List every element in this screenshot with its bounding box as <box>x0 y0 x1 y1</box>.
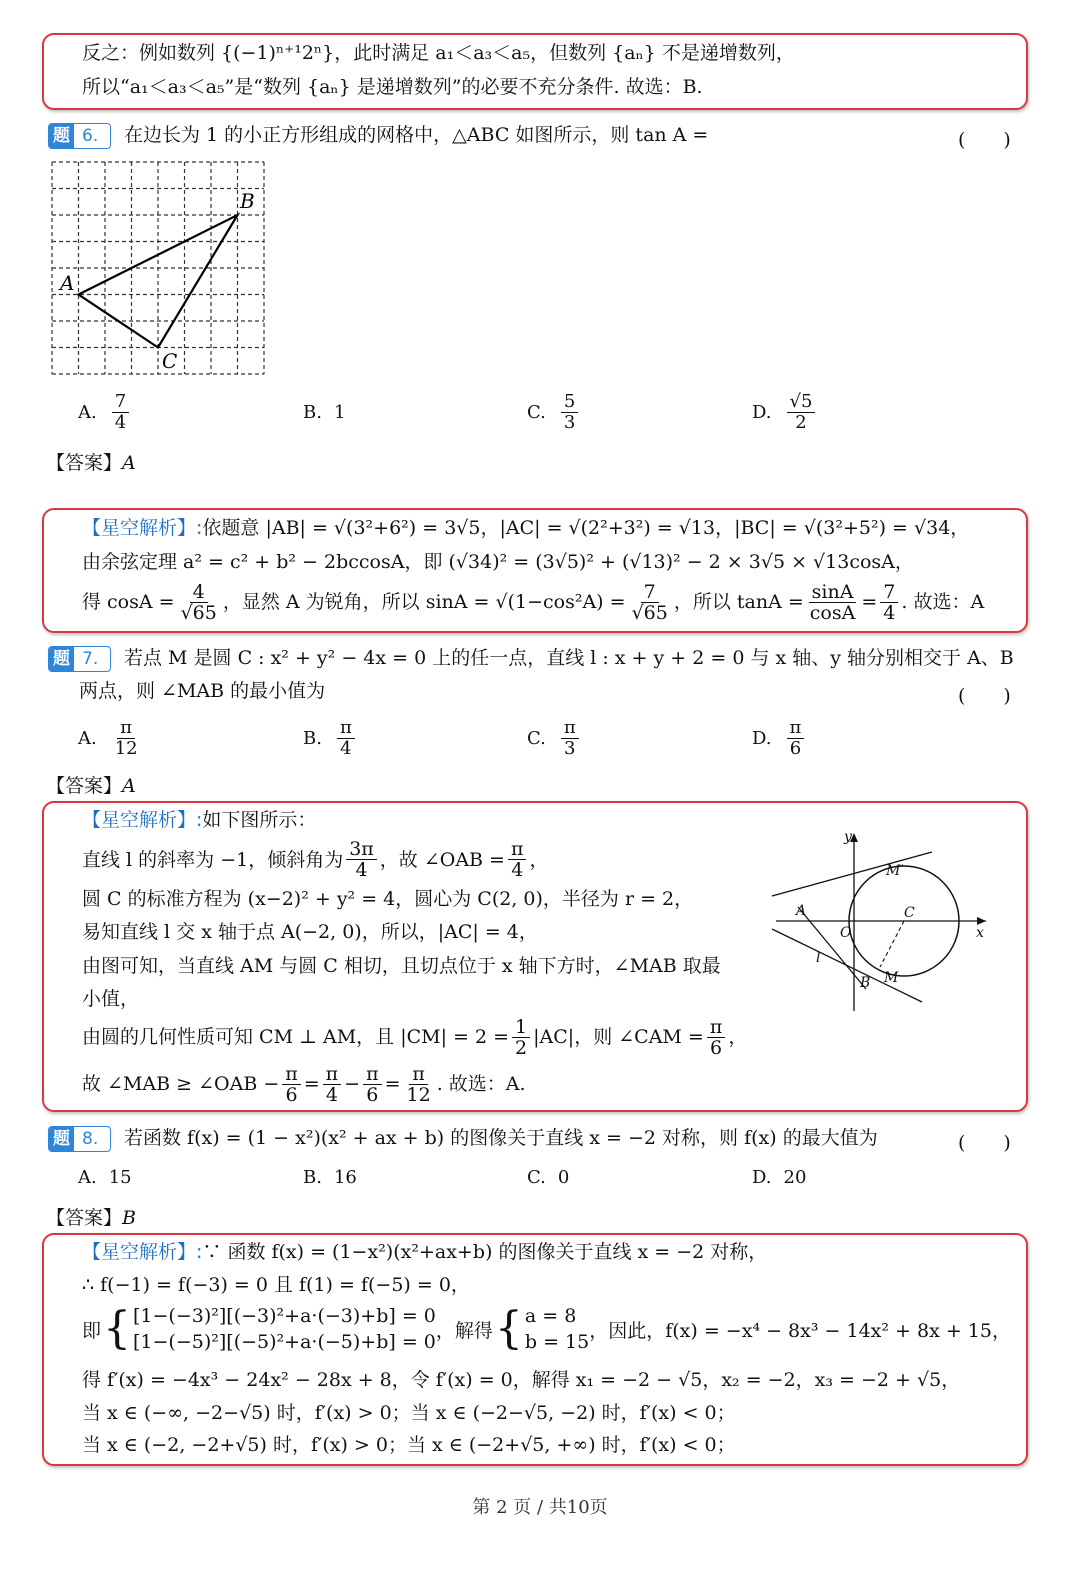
question-badge-label: 题 <box>49 124 74 148</box>
circle-tangent-figure <box>770 829 1010 1019</box>
question-badge-6 <box>48 123 111 149</box>
answer-label: 【答案】 <box>46 452 123 474</box>
option-value: 0 <box>557 1167 570 1188</box>
answer-label: 【答案】 <box>46 1207 123 1229</box>
option-value-fraction: $\frac{√5}{2}$ <box>787 392 816 433</box>
analysis-text: ∵ 函数 f(x) = (1−x²)(x²+ax+b) 的图像关于直线 x = −2 对称， <box>202 1241 768 1263</box>
answer-value: A <box>122 775 136 797</box>
option-value: 15 <box>108 1167 132 1188</box>
option-label: C. <box>527 1167 546 1188</box>
option-b[interactable] <box>303 718 358 759</box>
point-label-c: C <box>904 905 915 921</box>
option-c[interactable] <box>527 392 581 433</box>
question-8-text: 若函数 f(x) = (1 − x²)(x² + ax + b) 的图像关于直线 x = −2 对称，则 f(x) 的最大值为 <box>124 1127 878 1149</box>
option-a[interactable] <box>78 718 144 759</box>
option-c[interactable] <box>527 1167 569 1188</box>
option-value-fraction: $\frac{7}{4}$ <box>112 392 129 433</box>
axis-label-x: x <box>976 925 984 941</box>
point-label-a: A <box>796 903 807 919</box>
option-label: A. <box>78 728 97 749</box>
option-value-fraction: $\frac{5}{3}$ <box>561 392 578 433</box>
question-7-text: 两点，则 ∠MAB 的最小值为 <box>79 680 326 702</box>
vertex-label-b: B <box>240 189 255 213</box>
answer-value: A <box>122 452 136 474</box>
option-label: A. <box>78 1167 97 1188</box>
vertex-label-a: A <box>60 271 75 295</box>
question-number: 6. <box>82 126 99 146</box>
question-badge-label: 题 <box>49 647 74 671</box>
analysis-box-q8 <box>42 1233 1028 1466</box>
analysis-line: ∴ f(−1) = f(−3) = 0 且 f(1) = f(−5) = 0， <box>82 1274 470 1296</box>
analysis-line <box>82 805 316 835</box>
question-badge-7 <box>48 646 111 672</box>
answer-paren: ( ) <box>958 1132 1011 1154</box>
option-d[interactable] <box>752 718 807 759</box>
option-label: B. <box>303 402 322 423</box>
analysis-line: 由余弦定理 a² = c² + b² − 2bccosA，即 (√34)² = (3√5)² + (√13)² − 2 × 3√5 × √13cosA， <box>82 551 914 573</box>
analysis-tag: 【星空解析】: <box>82 1241 203 1263</box>
analysis-tag: 【星空解析】: <box>82 517 203 539</box>
page-footer: 第 2 页 / 共10页 <box>472 1497 608 1518</box>
answer-line <box>46 1203 136 1230</box>
option-label: B. <box>303 1167 322 1188</box>
analysis-line: 小值， <box>82 988 140 1010</box>
option-value-fraction: $\frac{\pi}{3}$ <box>561 718 579 759</box>
answer-label: 【答案】 <box>46 775 123 797</box>
option-label: B. <box>303 728 322 749</box>
option-d[interactable] <box>752 392 818 433</box>
analysis-line: 得 f′(x) = −4x³ − 24x² − 28x + 8，令 f′(x) = 0，解得 x₁ = −2 − √5，x₂ = −2，x₃ = −2 + √5， <box>82 1369 961 1391</box>
question-number: 7. <box>82 649 99 669</box>
analysis-line: 由图可知，当直线 AM 与圆 C 相切，且切点位于 x 轴下方时，∠MAB 取最 <box>82 955 721 977</box>
answer-paren: ( ) <box>958 129 1011 151</box>
point-label-m: M <box>884 970 899 986</box>
analysis-line <box>82 1237 767 1267</box>
analysis-text: 如下图所示： <box>202 809 317 831</box>
analysis-line: 由圆的几何性质可知 CM ⊥ AM，且 |CM| = 2 = $\frac{1}{2}$ |AC|，则 ∠CAM = $\frac{\pi}{6}$ ， <box>82 1015 748 1059</box>
option-value-fraction: $\frac{\pi}{4}$ <box>337 718 355 759</box>
question-7-text: 若点 M 是圆 C : x² + y² − 4x = 0 上的任一点，直线 l : x + y + 2 = 0 与 x 轴、y 轴分别相交于 A、B <box>124 647 1014 669</box>
grid-triangle-figure <box>50 160 266 376</box>
option-value: 1 <box>333 402 346 423</box>
answer-line <box>46 448 136 475</box>
analysis-text: 依题意 |AB| = √(3²+6²) = 3√5，|AC| = √(2²+3²) = √13，|BC| = √(3²+5²) = √34， <box>202 517 970 539</box>
analysis-line: 易知直线 l 交 x 轴于点 A(−2, 0)，所以，|AC| = 4， <box>82 921 538 943</box>
origin-label: O <box>840 925 852 941</box>
analysis-box-q6 <box>42 508 1028 633</box>
question-number: 8. <box>82 1129 99 1149</box>
line-label-l: l <box>816 950 821 966</box>
answer-value: B <box>122 1207 136 1229</box>
option-label: A. <box>78 402 97 423</box>
analysis-line: 反之：例如数列 {(−1)ⁿ⁺¹2ⁿ}，此时满足 a₁＜a₃＜a₅，但数列 {aₙ} 不是递增数列， <box>82 42 795 64</box>
vertex-label-c: C <box>162 349 178 373</box>
option-c[interactable] <box>527 718 582 759</box>
option-label: C. <box>527 402 546 423</box>
option-label: D. <box>752 402 772 423</box>
analysis-line: 得 cosA = $\frac{4}{√65}$ ，显然 A 为锐角，所以 sinA = √(1−cos²A) = $\frac{7}{√65}$ ，所以 tanA = $\frac{\sin A}{\cos A}$ = $\frac{7}{4}$ . 故选：A <box>82 580 985 624</box>
analysis-line: 直线 l 的斜率为 −1，倾斜角为 $\frac{3\pi}{4}$ ，故 ∠OAB = $\frac{\pi}{4}$ ， <box>82 838 549 881</box>
option-a[interactable] <box>78 392 132 433</box>
analysis-line: 当 x ∈ (−∞, −2−√5) 时，f′(x) > 0；当 x ∈ (−2−√5, −2) 时，f′(x) < 0； <box>82 1402 736 1424</box>
analysis-line: 当 x ∈ (−2, −2+√5) 时，f′(x) > 0；当 x ∈ (−2+√5, +∞) 时，f′(x) < 0； <box>82 1434 736 1456</box>
question-badge-label: 题 <box>49 1127 74 1151</box>
question-6-text: 在边长为 1 的小正方形组成的网格中，△ABC 如图所示，则 tan A = <box>124 124 709 146</box>
option-label: C. <box>527 728 546 749</box>
answer-line <box>46 771 136 798</box>
option-value-fraction: $\frac{\pi}{12}$ <box>114 717 138 759</box>
option-value: 20 <box>783 1167 807 1188</box>
analysis-box-q7 <box>42 801 1028 1112</box>
option-label: D. <box>752 1167 772 1188</box>
analysis-line <box>82 513 969 543</box>
option-value: 16 <box>333 1167 357 1188</box>
answer-paren: ( ) <box>958 685 1011 707</box>
axis-label-y: y <box>844 829 852 845</box>
option-label: D. <box>752 728 772 749</box>
analysis-line: 圆 C 的标准方程为 (x−2)² + y² = 4，圆心为 C(2, 0)，半径为 r = 2， <box>82 888 694 910</box>
analysis-line: 所以“a₁＜a₃＜a₅”是“数列 {aₙ} 是递增数列”的必要不充分条件. 故选：B. <box>82 76 703 98</box>
option-a[interactable] <box>78 1167 132 1188</box>
analysis-box-q5-continued <box>42 33 1028 110</box>
option-d[interactable] <box>752 1167 806 1188</box>
option-value-fraction: $\frac{\pi}{6}$ <box>787 718 805 759</box>
option-b[interactable] <box>303 1167 357 1188</box>
question-badge-8 <box>48 1126 111 1152</box>
point-label-m-prime: M′ <box>886 863 904 879</box>
point-label-b: B <box>860 975 871 991</box>
analysis-line: 即 { [1−(−3)²][(−3)²+a·(−3)+b] = 0 [1−(−5)²][(−5)²+a·(−5)+b] = 0 ，解得 { a = 8 b = 15 ，因此，f(x) = −x⁴ − 8x³ − 14x² + 8x + 15， <box>82 1303 1011 1354</box>
option-b[interactable] <box>303 402 345 423</box>
analysis-line: 故 ∠MAB ≥ ∠OAB − $\frac{\pi}{6}$ = $\frac{\pi}{4}$ − $\frac{\pi}{6}$ = $\frac{\pi}{12}$ . 故选：A. <box>82 1062 526 1106</box>
analysis-tag: 【星空解析】: <box>82 809 203 831</box>
